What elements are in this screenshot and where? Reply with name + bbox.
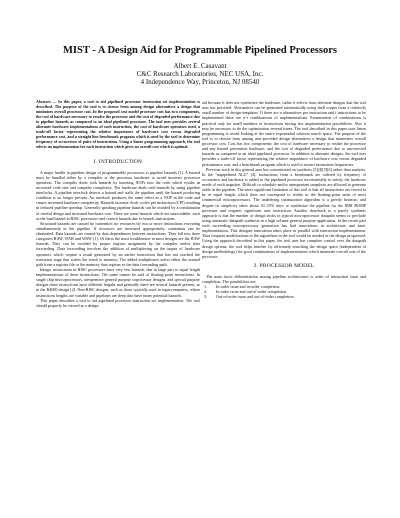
body-paragraph: Previous work in this general area has concentrated on synthesis [3][4][5][6] rather than analysis. In the "unpipelined ALU" [4], instructions from a benchmark are ordered by frequency of occurrence and hardware is added to the pipelined processor incrementally to satisfy the hardware needs of each snapshot. Difficult to schedule and/or unimportant snapshots are allowed to generate stalls in the pipeline. The most significant limitation of this tool is that all instructions are forced to be of equal length, which does not correspond to reality in the floating-point units of most commercial microprocessors. The underlying optimization algorithm is a greedy heuristic and despite its simplicity takes about 30 CPU days to synthesize the pipeline for the IBM ROMP processor and requires significant user interaction. Another drawback to a purely synthesis approach is that the number of design tricks in typical microprocessor datapath seems to preclude using automatic datapath synthesis in a high volume general purpose application. In the recent past each succeeding microprocessor generation has had innovations in architecture and basic implementation. This designer innovation takes place in parallel with instruction implementation. Thus frequent modifications to the algorithms in the tool would be needed as the design progressed. Using the approach described in this paper, the tool user has complete control over the datapath design options, the tool helps him/her by efficiently searching the design space (independent of design methodology) for good combinations of implementations which minimize overall cost of the processor. bbox=[202, 166, 366, 259]
body-paragraph: A major hurdle in pipeline design of programmable processors is pipeline hazards [1]. A hazard must be handled either by a compiler or the processor hardware to avoid incorrect processor operation. The compiler deals with hazards by inserting NOPs into the code which results in increased code size and compiler complexity. The hardware deals with hazards by using pipeline interlocks. A pipeline interlock detects a hazard and stalls the pipeline until the hazard producing condition is no longer present. An interlock produces the same effect as a NOP in the code and causes increased hardware complexity. Hazards increase clock cycles per instruction (CPI) resulting in reduced pipeline speedup. Generally speaking pipeline hazards can be avoided by a combination of careful design and increased hardware cost. There are some hazards which are unavoidable, such as the load hazard in RISC processors and control hazards due to branch instructions. bbox=[36, 169, 200, 221]
author-name: Albert E. Casavant bbox=[173, 62, 227, 70]
section-heading-processor-model: 2. PROCESSOR MODEL bbox=[253, 262, 315, 269]
right-column bbox=[202, 100, 366, 495]
body-paragraph: aid because it does not synthesize the hardware, rather it selects from alternate designs that the tool user has provided. Alternatives can be generated automatically using shell scripts from a relatively small number of design templates. If there are n alternatives per instruction and i instructions to be implemented there are n^i combinations of implementations. Enumeration of combinations is practical only for small numbers of instructions having few implementation possibilities. Also it may be necessary to do the optimization several times. The tool described in this paper uses linear programming to avoid looking at the entire exponential solution search space. The purpose of the tool is to choose from among user-provided design alternatives a design that minimizes overall processor cost. Cost has two components: the cost of hardware necessary to realize the processor and any hazard prevention hardware, and the cost of degraded performance due to uncorrected hazards as compared to an ideal pipelined processor. In addition to alternate designs, the tool user provides a trade-off factor representing the relative importance of hardware cost versus degraded performance cost, and a benchmark program which is used to extract instruction frequencies. bbox=[202, 100, 366, 167]
abstract: Abstract — In this paper, a tool to aid pipelined processor instruction set implementation is described. The purpose of the tool is to choose from among design alternatives a design that minimizes overall processor cost. In the proposed cost model processor cost has two components, the cost of hardware necessary to resolve the processor and the cost of degraded performance due to pipeline hazards as compared to an ideal pipelined processor. The tool user provides several alternate hardware implementations of each instruction, the cost of hardware operators used, a trade-off factor representing the relative importance of hardware cost versus degraded performance cost, and a straight line benchmark program which is used by the tool to determine frequency of occurrence of pairs of instructions. Using a linear programming approach, the tool selects an implementation for each instruction which gives an overall cost which is optimal. bbox=[36, 100, 200, 149]
list-item: 2. In-order issue and out-of-order completion. bbox=[204, 289, 288, 295]
body-paragraph: Structural hazards are caused by contention for resources by two or more instructions executing simultaneously in the pipeline. If resources are increased appropriately, contention can be eliminated. Data hazards are caused by data dependences between instructions. They fall into three categories RAW, WAR and WAW [1]. Of these the most troublesome in most designs are the RAW hazards. They can be avoided by proper register assignment by the compiler and/or data forwarding. Data forwarding involves the addition of multiplexing on the inputs of hardware operators which require a result generated by an earlier instruction that has not reached the execution stage that writes the result to memory. The added multiplexers select either the normal path from a register file or the memory data register or the data forwarding path. bbox=[36, 220, 200, 267]
list-item: 3. Out-of-order issue and out-of-order completion. bbox=[204, 294, 295, 300]
section-heading-introduction: I. INTRODUCTION bbox=[93, 158, 143, 165]
author-affiliation: C&C Research Laboratories, NEC USA, Inc. bbox=[136, 70, 264, 78]
body-paragraph: Integer instructions in RISC processors have very few hazards, due in large part to equal length implementations of these instructions. The same cannot be said of floating-point instructions. In single chip microprocessors, inexpensive general purpose coprocessor designs, and special purpose designs these instructions have different lengths and generally there are several hazards present, as in the R4000 design [2]. Non-RISC designs, such as those typically used in supercomputers, where instructions lengths are variable and pipelines are deep also have many potential hazards. bbox=[36, 266, 200, 298]
body-paragraph: The main basic differentiation among pipeline architectures is order of instruction issue and completion. The possibilities are: bbox=[202, 273, 366, 284]
issue-order-list bbox=[202, 284, 366, 299]
left-column bbox=[36, 100, 200, 495]
paper-title: MIST - A Design Aid for Programmable Pipelined Processors bbox=[63, 45, 337, 56]
author-address: 4 Independence Way, Princeton, NJ 08540 bbox=[140, 78, 260, 86]
body-paragraph: This paper describes a tool to aid pipelined processor instruction set implementation. The tool should properly be viewed as a design bbox=[36, 297, 200, 308]
list-item: 1. In-order issue and in-order completion. bbox=[204, 284, 281, 290]
